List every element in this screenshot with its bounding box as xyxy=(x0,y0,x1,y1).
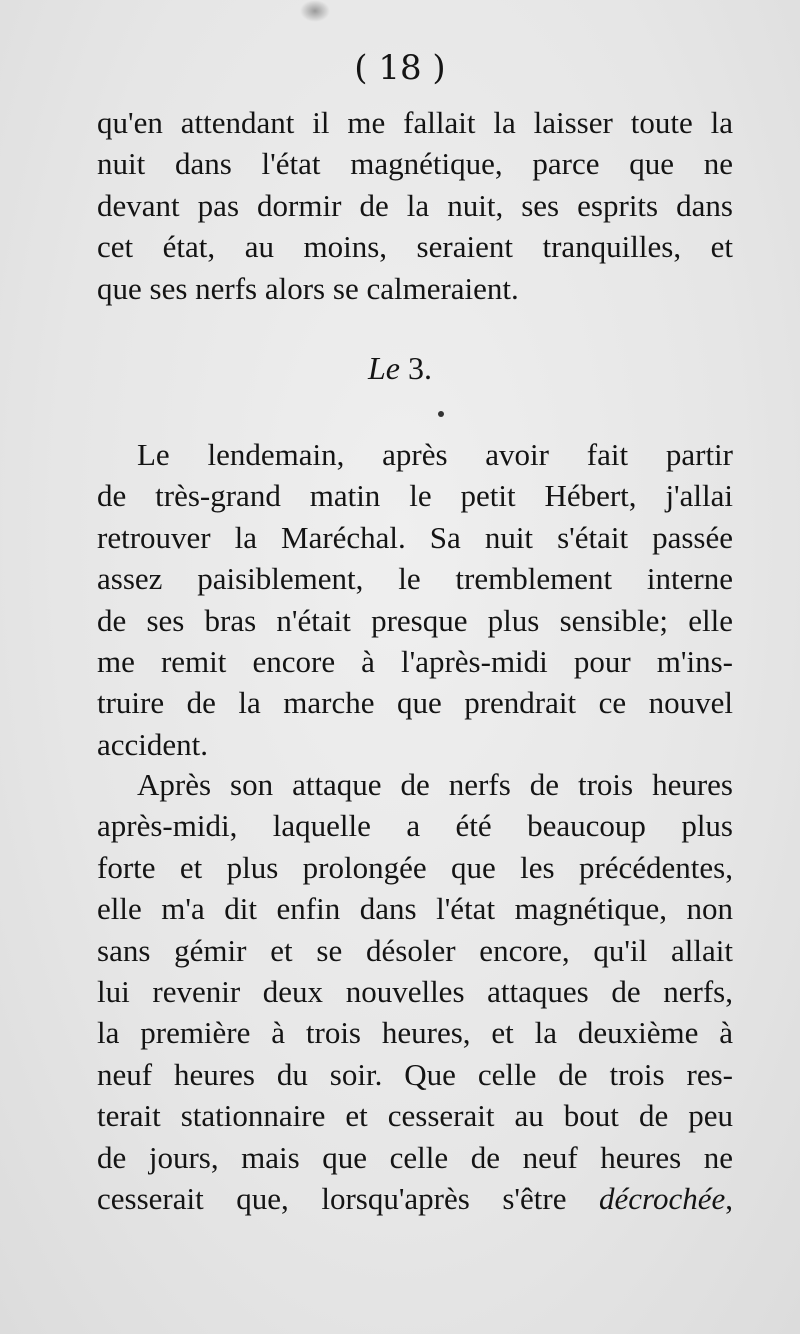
text-line: de très-grand matin le petit Hébert, j'allai xyxy=(97,478,733,514)
text-line-last xyxy=(97,1178,733,1219)
text-line: accident. xyxy=(97,726,209,762)
text-line: me remit encore à l'après-midi pour m'ins- xyxy=(97,644,733,680)
ink-speck xyxy=(438,411,444,417)
text-line: truire de la marche que prendrait ce nouvel xyxy=(97,685,733,721)
text-line: lui revenir deux nouvelles attaques de nerfs, xyxy=(97,974,733,1010)
text-line: devant pas dormir de la nuit, ses esprits dans xyxy=(97,187,733,223)
text-line: Après son attaque de nerfs de trois heures xyxy=(137,767,733,802)
text-fragment: cesserait que, lorsqu'après s'être xyxy=(97,1181,600,1217)
text-line: cet état, au moins, seraient tranquilles, et xyxy=(97,229,733,265)
text-line: retrouver la Maréchal. Sa nuit s'était passée xyxy=(97,519,733,555)
italic-word: décrochée xyxy=(599,1181,726,1217)
text-line: qu'en attendant il me fallait la laisser toute la xyxy=(97,105,733,140)
text-line: sans gémir et se désoler encore, qu'il allait xyxy=(97,932,733,968)
text-line: elle m'a dit enfin dans l'état magnétique, non xyxy=(97,891,733,927)
text-line: neuf heures du soir. Que celle de trois res- xyxy=(97,1056,733,1092)
text-line: après-midi, laquelle a été beaucoup plus xyxy=(97,808,733,844)
text-line: de ses bras n'était presque plus sensible; elle xyxy=(97,602,733,638)
paragraph-continuation xyxy=(97,102,733,309)
page-number: ( 18 ) xyxy=(354,48,446,88)
text-line: assez paisiblement, le tremblement interne xyxy=(97,561,733,597)
paragraph xyxy=(97,434,733,765)
text-line: que ses nerfs alors se calmeraient. xyxy=(97,270,519,306)
text-line: de jours, mais que celle de neuf heures ne xyxy=(97,1139,733,1175)
text-line: terait stationnaire et cesserait au bout de peu xyxy=(97,1098,733,1134)
heading-number: 3. xyxy=(400,350,432,386)
paragraph xyxy=(97,764,733,1219)
text-line: forte et plus prolongée que les précédentes, xyxy=(97,849,733,885)
text-line: la première à trois heures, et la deuxième à xyxy=(97,1015,733,1051)
text-line: nuit dans l'état magnétique, parce que ne xyxy=(97,146,733,182)
section-heading xyxy=(0,350,800,387)
ink-smudge xyxy=(300,0,330,22)
heading-italic: Le xyxy=(368,350,400,386)
text-fragment: , xyxy=(725,1181,733,1217)
text-line: Le lendemain, après avoir fait partir xyxy=(137,437,733,472)
